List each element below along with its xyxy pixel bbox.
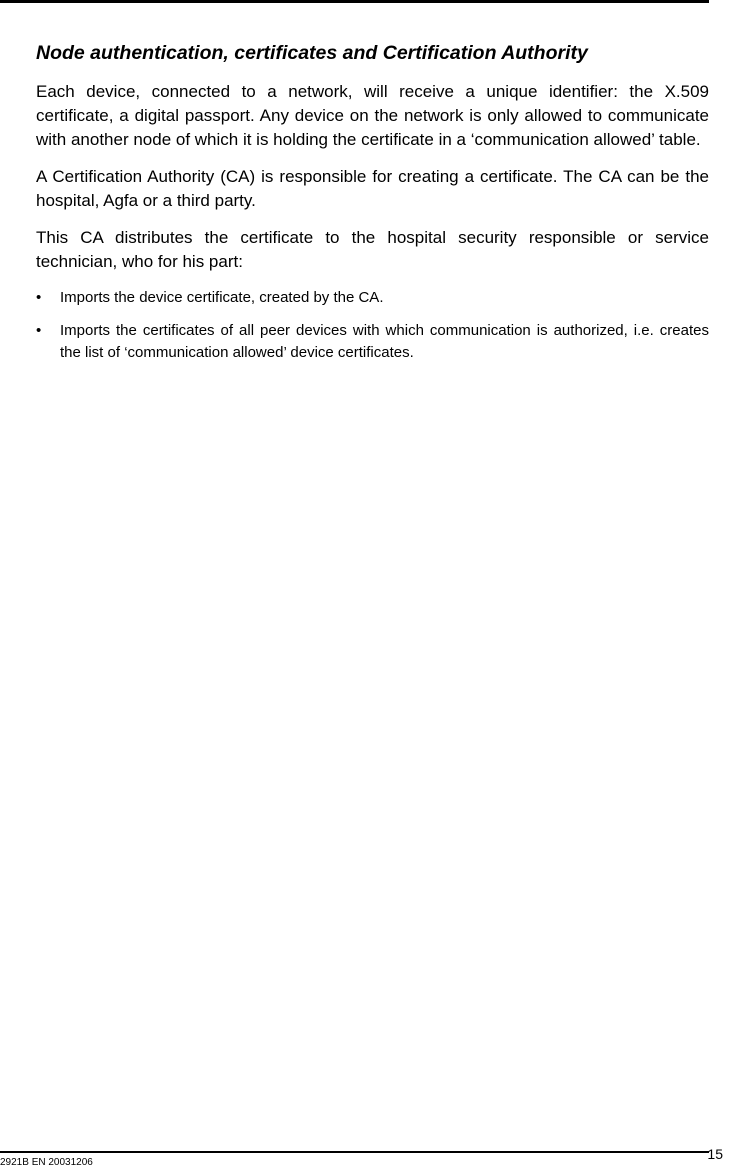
footer-doc-id: 2921B EN 20031206 [0, 1157, 93, 1168]
list-item [36, 287, 709, 309]
list-item-text: Imports the device certificate, created by the CA. [60, 289, 384, 306]
paragraph-ca-distribution: This CA distributes the certificate to the hospital security responsible or service technician, who for his part: [36, 228, 709, 271]
list-item [36, 320, 709, 364]
page-content [36, 40, 709, 375]
bullet-icon: • [36, 322, 42, 339]
bullet-list [36, 287, 709, 364]
footer-rule [0, 1151, 709, 1153]
list-item-text: Imports the certificates of all peer devices with which communication is authorized, i.e. creates the list of ‘communication allowed’ device certificates. [60, 322, 709, 361]
section-title: Node authentication, certificates and Certification Authority [36, 42, 588, 64]
header-rule [0, 0, 709, 3]
page-number: 15 [707, 1146, 723, 1162]
paragraph-certification-authority: A Certification Authority (CA) is responsible for creating a certificate. The CA can be the hospital, Agfa or a third party. [36, 167, 709, 210]
bullet-icon: • [36, 289, 42, 306]
paragraph-identifier: Each device, connected to a network, will receive a unique identifier: the X.509 certificate, a digital passport. Any device on the network is only allowed to communicate with another node of which it is holding the certificate in a ‘communication allowed’ table. [36, 82, 709, 149]
